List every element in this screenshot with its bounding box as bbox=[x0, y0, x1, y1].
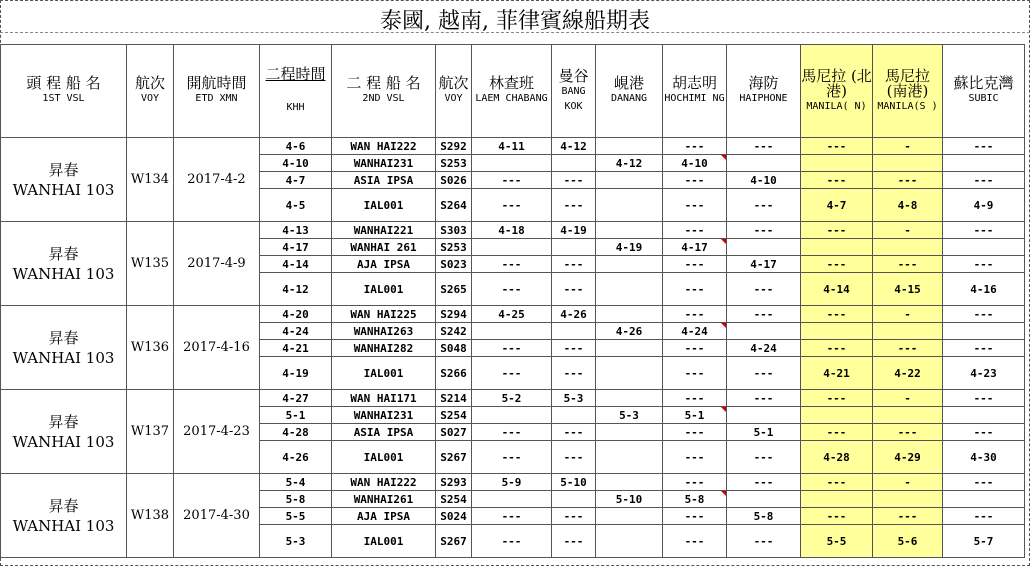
port-date-subic: 4-9 bbox=[943, 189, 1025, 222]
port-date-mn: --- bbox=[801, 340, 873, 357]
port-date-mn: 4-28 bbox=[801, 441, 873, 474]
port-date-subic: --- bbox=[943, 424, 1025, 441]
first-voyage: W135 bbox=[127, 222, 174, 306]
khh-date: 4-7 bbox=[260, 172, 332, 189]
port-date-mn: --- bbox=[801, 138, 873, 155]
port-date-danang bbox=[596, 508, 663, 525]
second-voyage: S253 bbox=[436, 239, 472, 256]
header-2nd-vsl: 二 程 船 名 2ND VSL bbox=[332, 45, 436, 138]
port-date-laem: 4-25 bbox=[472, 306, 552, 323]
khh-date: 4-27 bbox=[260, 390, 332, 407]
port-date-danang bbox=[596, 474, 663, 491]
second-vessel-name: AJA IPSA bbox=[332, 256, 436, 273]
port-date-bkk bbox=[552, 407, 596, 424]
port-date-laem bbox=[472, 323, 552, 340]
port-date-haiphong bbox=[727, 323, 801, 340]
port-date-danang bbox=[596, 390, 663, 407]
port-date-bkk: 5-10 bbox=[552, 474, 596, 491]
schedule-row bbox=[1, 474, 1025, 491]
port-date-mn bbox=[801, 155, 873, 172]
second-voyage: S266 bbox=[436, 357, 472, 390]
khh-date: 5-1 bbox=[260, 407, 332, 424]
port-date-danang bbox=[596, 525, 663, 558]
port-date-danang: 4-12 bbox=[596, 155, 663, 172]
header-voy1: 航次 VOY bbox=[127, 45, 174, 138]
port-date-bkk: --- bbox=[552, 424, 596, 441]
header-khh: 二程時間 KHH bbox=[260, 45, 332, 138]
first-vessel-name: 昇春 WANHAI 103 bbox=[1, 390, 127, 474]
khh-date: 4-19 bbox=[260, 357, 332, 390]
port-date-bkk: --- bbox=[552, 172, 596, 189]
khh-date: 4-17 bbox=[260, 239, 332, 256]
second-voyage: S292 bbox=[436, 138, 472, 155]
khh-date: 5-5 bbox=[260, 508, 332, 525]
port-date-bkk: --- bbox=[552, 189, 596, 222]
port-date-subic: 4-16 bbox=[943, 273, 1025, 306]
port-date-mn: --- bbox=[801, 222, 873, 239]
port-date-bkk: --- bbox=[552, 508, 596, 525]
port-date-danang bbox=[596, 189, 663, 222]
port-date-ms: --- bbox=[873, 340, 943, 357]
port-date-hcm: --- bbox=[663, 474, 727, 491]
port-date-hcm: --- bbox=[663, 138, 727, 155]
port-date-hcm: --- bbox=[663, 273, 727, 306]
port-date-danang bbox=[596, 138, 663, 155]
port-date-subic bbox=[943, 491, 1025, 508]
port-date-subic: --- bbox=[943, 256, 1025, 273]
port-date-mn: 4-14 bbox=[801, 273, 873, 306]
schedule-row bbox=[1, 390, 1025, 407]
port-date-haiphong: --- bbox=[727, 273, 801, 306]
port-date-danang bbox=[596, 441, 663, 474]
first-vessel-name: 昇春 WANHAI 103 bbox=[1, 138, 127, 222]
port-date-bkk: --- bbox=[552, 340, 596, 357]
port-date-haiphong: --- bbox=[727, 138, 801, 155]
second-voyage: S254 bbox=[436, 491, 472, 508]
port-date-haiphong: --- bbox=[727, 306, 801, 323]
second-vessel-name: IAL001 bbox=[332, 441, 436, 474]
port-date-haiphong bbox=[727, 155, 801, 172]
port-date-ms: 4-22 bbox=[873, 357, 943, 390]
port-date-ms: --- bbox=[873, 424, 943, 441]
khh-date: 4-14 bbox=[260, 256, 332, 273]
port-date-subic bbox=[943, 155, 1025, 172]
port-date-danang: 5-3 bbox=[596, 407, 663, 424]
header-manila-north: 馬尼拉 (北港) MANILA( N) bbox=[801, 45, 873, 138]
etd-date: 2017-4-23 bbox=[174, 390, 260, 474]
port-date-ms: - bbox=[873, 138, 943, 155]
port-date-ms: 4-8 bbox=[873, 189, 943, 222]
port-date-laem bbox=[472, 155, 552, 172]
header-bangkok: 曼谷 BANG KOK bbox=[552, 45, 596, 138]
port-date-haiphong bbox=[727, 239, 801, 256]
port-date-laem: --- bbox=[472, 189, 552, 222]
port-date-bkk: --- bbox=[552, 441, 596, 474]
port-date-bkk: --- bbox=[552, 357, 596, 390]
port-date-laem: --- bbox=[472, 340, 552, 357]
port-date-ms: 4-15 bbox=[873, 273, 943, 306]
port-date-subic: --- bbox=[943, 138, 1025, 155]
port-date-laem: --- bbox=[472, 256, 552, 273]
second-vessel-name: WAN HAI222 bbox=[332, 138, 436, 155]
khh-date: 4-6 bbox=[260, 138, 332, 155]
header-hochiminh: 胡志明 HOCHIMI NG bbox=[663, 45, 727, 138]
second-vessel-name: WANHAI231 bbox=[332, 407, 436, 424]
port-date-hcm: --- bbox=[663, 508, 727, 525]
port-date-subic: 4-23 bbox=[943, 357, 1025, 390]
port-date-mn: --- bbox=[801, 256, 873, 273]
header-voy2: 航次 VOY bbox=[436, 45, 472, 138]
port-date-haiphong: --- bbox=[727, 525, 801, 558]
schedule-row bbox=[1, 306, 1025, 323]
second-vessel-name: WANHAI282 bbox=[332, 340, 436, 357]
port-date-ms: 5-6 bbox=[873, 525, 943, 558]
port-date-ms: --- bbox=[873, 508, 943, 525]
port-date-haiphong: --- bbox=[727, 390, 801, 407]
port-date-ms: - bbox=[873, 222, 943, 239]
second-voyage: S265 bbox=[436, 273, 472, 306]
port-date-hcm: --- bbox=[663, 256, 727, 273]
etd-date: 2017-4-16 bbox=[174, 306, 260, 390]
port-date-ms: - bbox=[873, 474, 943, 491]
port-date-bkk bbox=[552, 155, 596, 172]
second-voyage: S253 bbox=[436, 155, 472, 172]
port-date-subic: --- bbox=[943, 222, 1025, 239]
second-vessel-name: AJA IPSA bbox=[332, 508, 436, 525]
second-vessel-name: IAL001 bbox=[332, 357, 436, 390]
first-vessel-name: 昇春 WANHAI 103 bbox=[1, 222, 127, 306]
second-vessel-name: WAN HAI225 bbox=[332, 306, 436, 323]
port-date-ms: - bbox=[873, 306, 943, 323]
port-date-bkk: --- bbox=[552, 256, 596, 273]
page-title: 泰國, 越南, 菲律賓線船期表 bbox=[380, 9, 650, 34]
second-vessel-name: WANHAI263 bbox=[332, 323, 436, 340]
port-date-ms bbox=[873, 491, 943, 508]
port-date-hcm: --- bbox=[663, 172, 727, 189]
khh-date: 4-20 bbox=[260, 306, 332, 323]
etd-date: 2017-4-9 bbox=[174, 222, 260, 306]
second-voyage: S267 bbox=[436, 525, 472, 558]
port-date-mn bbox=[801, 239, 873, 256]
second-vessel-name: WAN HAI171 bbox=[332, 390, 436, 407]
port-date-ms: --- bbox=[873, 256, 943, 273]
khh-date: 5-3 bbox=[260, 525, 332, 558]
port-date-danang bbox=[596, 357, 663, 390]
port-date-hcm: --- bbox=[663, 306, 727, 323]
khh-date: 5-4 bbox=[260, 474, 332, 491]
khh-date: 4-12 bbox=[260, 273, 332, 306]
port-date-haiphong: --- bbox=[727, 222, 801, 239]
port-date-mn bbox=[801, 407, 873, 424]
port-date-haiphong: --- bbox=[727, 474, 801, 491]
second-voyage: S303 bbox=[436, 222, 472, 239]
first-voyage: W136 bbox=[127, 306, 174, 390]
port-date-bkk: 4-19 bbox=[552, 222, 596, 239]
schedule-table bbox=[0, 44, 1025, 558]
port-date-danang bbox=[596, 424, 663, 441]
port-date-mn bbox=[801, 491, 873, 508]
port-date-danang: 4-19 bbox=[596, 239, 663, 256]
port-date-danang bbox=[596, 306, 663, 323]
port-date-haiphong: 4-17 bbox=[727, 256, 801, 273]
port-date-laem: --- bbox=[472, 441, 552, 474]
first-voyage: W137 bbox=[127, 390, 174, 474]
port-date-subic: --- bbox=[943, 172, 1025, 189]
first-voyage: W138 bbox=[127, 474, 174, 558]
etd-date: 2017-4-2 bbox=[174, 138, 260, 222]
khh-date: 4-26 bbox=[260, 441, 332, 474]
port-date-laem: --- bbox=[472, 273, 552, 306]
second-vessel-name: WANHAI231 bbox=[332, 155, 436, 172]
port-date-mn: --- bbox=[801, 508, 873, 525]
first-voyage: W134 bbox=[127, 138, 174, 222]
port-date-hcm: --- bbox=[663, 424, 727, 441]
port-date-haiphong: 5-8 bbox=[727, 508, 801, 525]
khh-date: 4-21 bbox=[260, 340, 332, 357]
port-date-hcm: --- bbox=[663, 340, 727, 357]
port-date-subic: --- bbox=[943, 508, 1025, 525]
khh-date: 4-24 bbox=[260, 323, 332, 340]
second-voyage: S024 bbox=[436, 508, 472, 525]
port-date-subic: --- bbox=[943, 340, 1025, 357]
port-date-bkk: --- bbox=[552, 273, 596, 306]
second-voyage: S027 bbox=[436, 424, 472, 441]
first-vessel-name: 昇春 WANHAI 103 bbox=[1, 474, 127, 558]
port-date-bkk: 5-3 bbox=[552, 390, 596, 407]
port-date-ms bbox=[873, 323, 943, 340]
second-voyage: S023 bbox=[436, 256, 472, 273]
port-date-bkk bbox=[552, 239, 596, 256]
port-date-danang: 5-10 bbox=[596, 491, 663, 508]
port-date-ms bbox=[873, 239, 943, 256]
port-date-haiphong: 4-10 bbox=[727, 172, 801, 189]
port-date-subic bbox=[943, 323, 1025, 340]
header-etd: 開航時間 ETD XMN bbox=[174, 45, 260, 138]
second-vessel-name: IAL001 bbox=[332, 189, 436, 222]
port-date-subic bbox=[943, 407, 1025, 424]
header-laem-chabang: 林查班 LAEM CHABANG bbox=[472, 45, 552, 138]
khh-date: 4-10 bbox=[260, 155, 332, 172]
khh-date: 4-13 bbox=[260, 222, 332, 239]
port-date-laem bbox=[472, 239, 552, 256]
khh-date: 4-28 bbox=[260, 424, 332, 441]
port-date-mn: --- bbox=[801, 306, 873, 323]
port-date-haiphong: --- bbox=[727, 441, 801, 474]
port-date-hcm: 5-8 bbox=[663, 491, 727, 508]
header-manila-south: 馬尼拉 (南港) MANILA(S ) bbox=[873, 45, 943, 138]
port-date-hcm: --- bbox=[663, 390, 727, 407]
header-subic: 蘇比克灣 SUBIC bbox=[943, 45, 1025, 138]
port-date-bkk: --- bbox=[552, 525, 596, 558]
etd-date: 2017-4-30 bbox=[174, 474, 260, 558]
second-voyage: S293 bbox=[436, 474, 472, 491]
port-date-hcm: 4-10 bbox=[663, 155, 727, 172]
khh-date: 5-8 bbox=[260, 491, 332, 508]
port-date-haiphong: --- bbox=[727, 189, 801, 222]
second-voyage: S267 bbox=[436, 441, 472, 474]
port-date-hcm: 4-17 bbox=[663, 239, 727, 256]
port-date-ms bbox=[873, 155, 943, 172]
port-date-danang bbox=[596, 222, 663, 239]
port-date-subic: --- bbox=[943, 306, 1025, 323]
port-date-ms: - bbox=[873, 390, 943, 407]
port-date-laem: 5-2 bbox=[472, 390, 552, 407]
port-date-bkk: 4-26 bbox=[552, 306, 596, 323]
port-date-mn bbox=[801, 323, 873, 340]
second-voyage: S048 bbox=[436, 340, 472, 357]
port-date-laem: --- bbox=[472, 357, 552, 390]
port-date-mn: --- bbox=[801, 172, 873, 189]
port-date-laem: 4-18 bbox=[472, 222, 552, 239]
header-haiphong: 海防 HAIPHONE bbox=[727, 45, 801, 138]
port-date-hcm: --- bbox=[663, 189, 727, 222]
port-date-bkk bbox=[552, 491, 596, 508]
second-vessel-name: WANHAI 261 bbox=[332, 239, 436, 256]
port-date-subic bbox=[943, 239, 1025, 256]
port-date-danang: 4-26 bbox=[596, 323, 663, 340]
port-date-mn: --- bbox=[801, 390, 873, 407]
port-date-laem: --- bbox=[472, 508, 552, 525]
port-date-laem: --- bbox=[472, 424, 552, 441]
second-voyage: S264 bbox=[436, 189, 472, 222]
port-date-hcm: --- bbox=[663, 441, 727, 474]
port-date-haiphong bbox=[727, 491, 801, 508]
port-date-mn: --- bbox=[801, 474, 873, 491]
second-vessel-name: WAN HAI222 bbox=[332, 474, 436, 491]
second-vessel-name: IAL001 bbox=[332, 525, 436, 558]
port-date-laem: 5-9 bbox=[472, 474, 552, 491]
second-vessel-name: WANHAI221 bbox=[332, 222, 436, 239]
port-date-hcm: --- bbox=[663, 357, 727, 390]
port-date-mn: 5-5 bbox=[801, 525, 873, 558]
port-date-mn: 4-21 bbox=[801, 357, 873, 390]
second-voyage: S214 bbox=[436, 390, 472, 407]
second-vessel-name: WANHAI261 bbox=[332, 491, 436, 508]
port-date-ms: --- bbox=[873, 172, 943, 189]
port-date-laem bbox=[472, 407, 552, 424]
port-date-haiphong: --- bbox=[727, 357, 801, 390]
port-date-subic: --- bbox=[943, 390, 1025, 407]
khh-date: 4-5 bbox=[260, 189, 332, 222]
second-vessel-name: IAL001 bbox=[332, 273, 436, 306]
port-date-laem: 4-11 bbox=[472, 138, 552, 155]
header-1st-vsl: 頭 程 船 名 1ST VSL bbox=[1, 45, 127, 138]
second-voyage: S242 bbox=[436, 323, 472, 340]
port-date-danang bbox=[596, 273, 663, 306]
port-date-danang bbox=[596, 256, 663, 273]
port-date-hcm: 4-24 bbox=[663, 323, 727, 340]
port-date-ms bbox=[873, 407, 943, 424]
port-date-haiphong bbox=[727, 407, 801, 424]
port-date-laem: --- bbox=[472, 172, 552, 189]
port-date-haiphong: 5-1 bbox=[727, 424, 801, 441]
second-vessel-name: ASIA IPSA bbox=[332, 424, 436, 441]
port-date-hcm: 5-1 bbox=[663, 407, 727, 424]
port-date-ms: 4-29 bbox=[873, 441, 943, 474]
port-date-hcm: --- bbox=[663, 222, 727, 239]
port-date-haiphong: 4-24 bbox=[727, 340, 801, 357]
port-date-subic: 5-7 bbox=[943, 525, 1025, 558]
port-date-danang bbox=[596, 340, 663, 357]
header-danang: 峴港 DANANG bbox=[596, 45, 663, 138]
port-date-danang bbox=[596, 172, 663, 189]
port-date-laem: --- bbox=[472, 525, 552, 558]
port-date-bkk: 4-12 bbox=[552, 138, 596, 155]
port-date-hcm: --- bbox=[663, 525, 727, 558]
first-vessel-name: 昇春 WANHAI 103 bbox=[1, 306, 127, 390]
schedule-row bbox=[1, 222, 1025, 239]
port-date-bkk bbox=[552, 323, 596, 340]
schedule-row bbox=[1, 138, 1025, 155]
second-vessel-name: ASIA IPSA bbox=[332, 172, 436, 189]
port-date-subic: --- bbox=[943, 474, 1025, 491]
second-voyage: S026 bbox=[436, 172, 472, 189]
port-date-mn: 4-7 bbox=[801, 189, 873, 222]
port-date-laem bbox=[472, 491, 552, 508]
second-voyage: S254 bbox=[436, 407, 472, 424]
header-row bbox=[1, 45, 1025, 138]
port-date-subic: 4-30 bbox=[943, 441, 1025, 474]
port-date-mn: --- bbox=[801, 424, 873, 441]
second-voyage: S294 bbox=[436, 306, 472, 323]
